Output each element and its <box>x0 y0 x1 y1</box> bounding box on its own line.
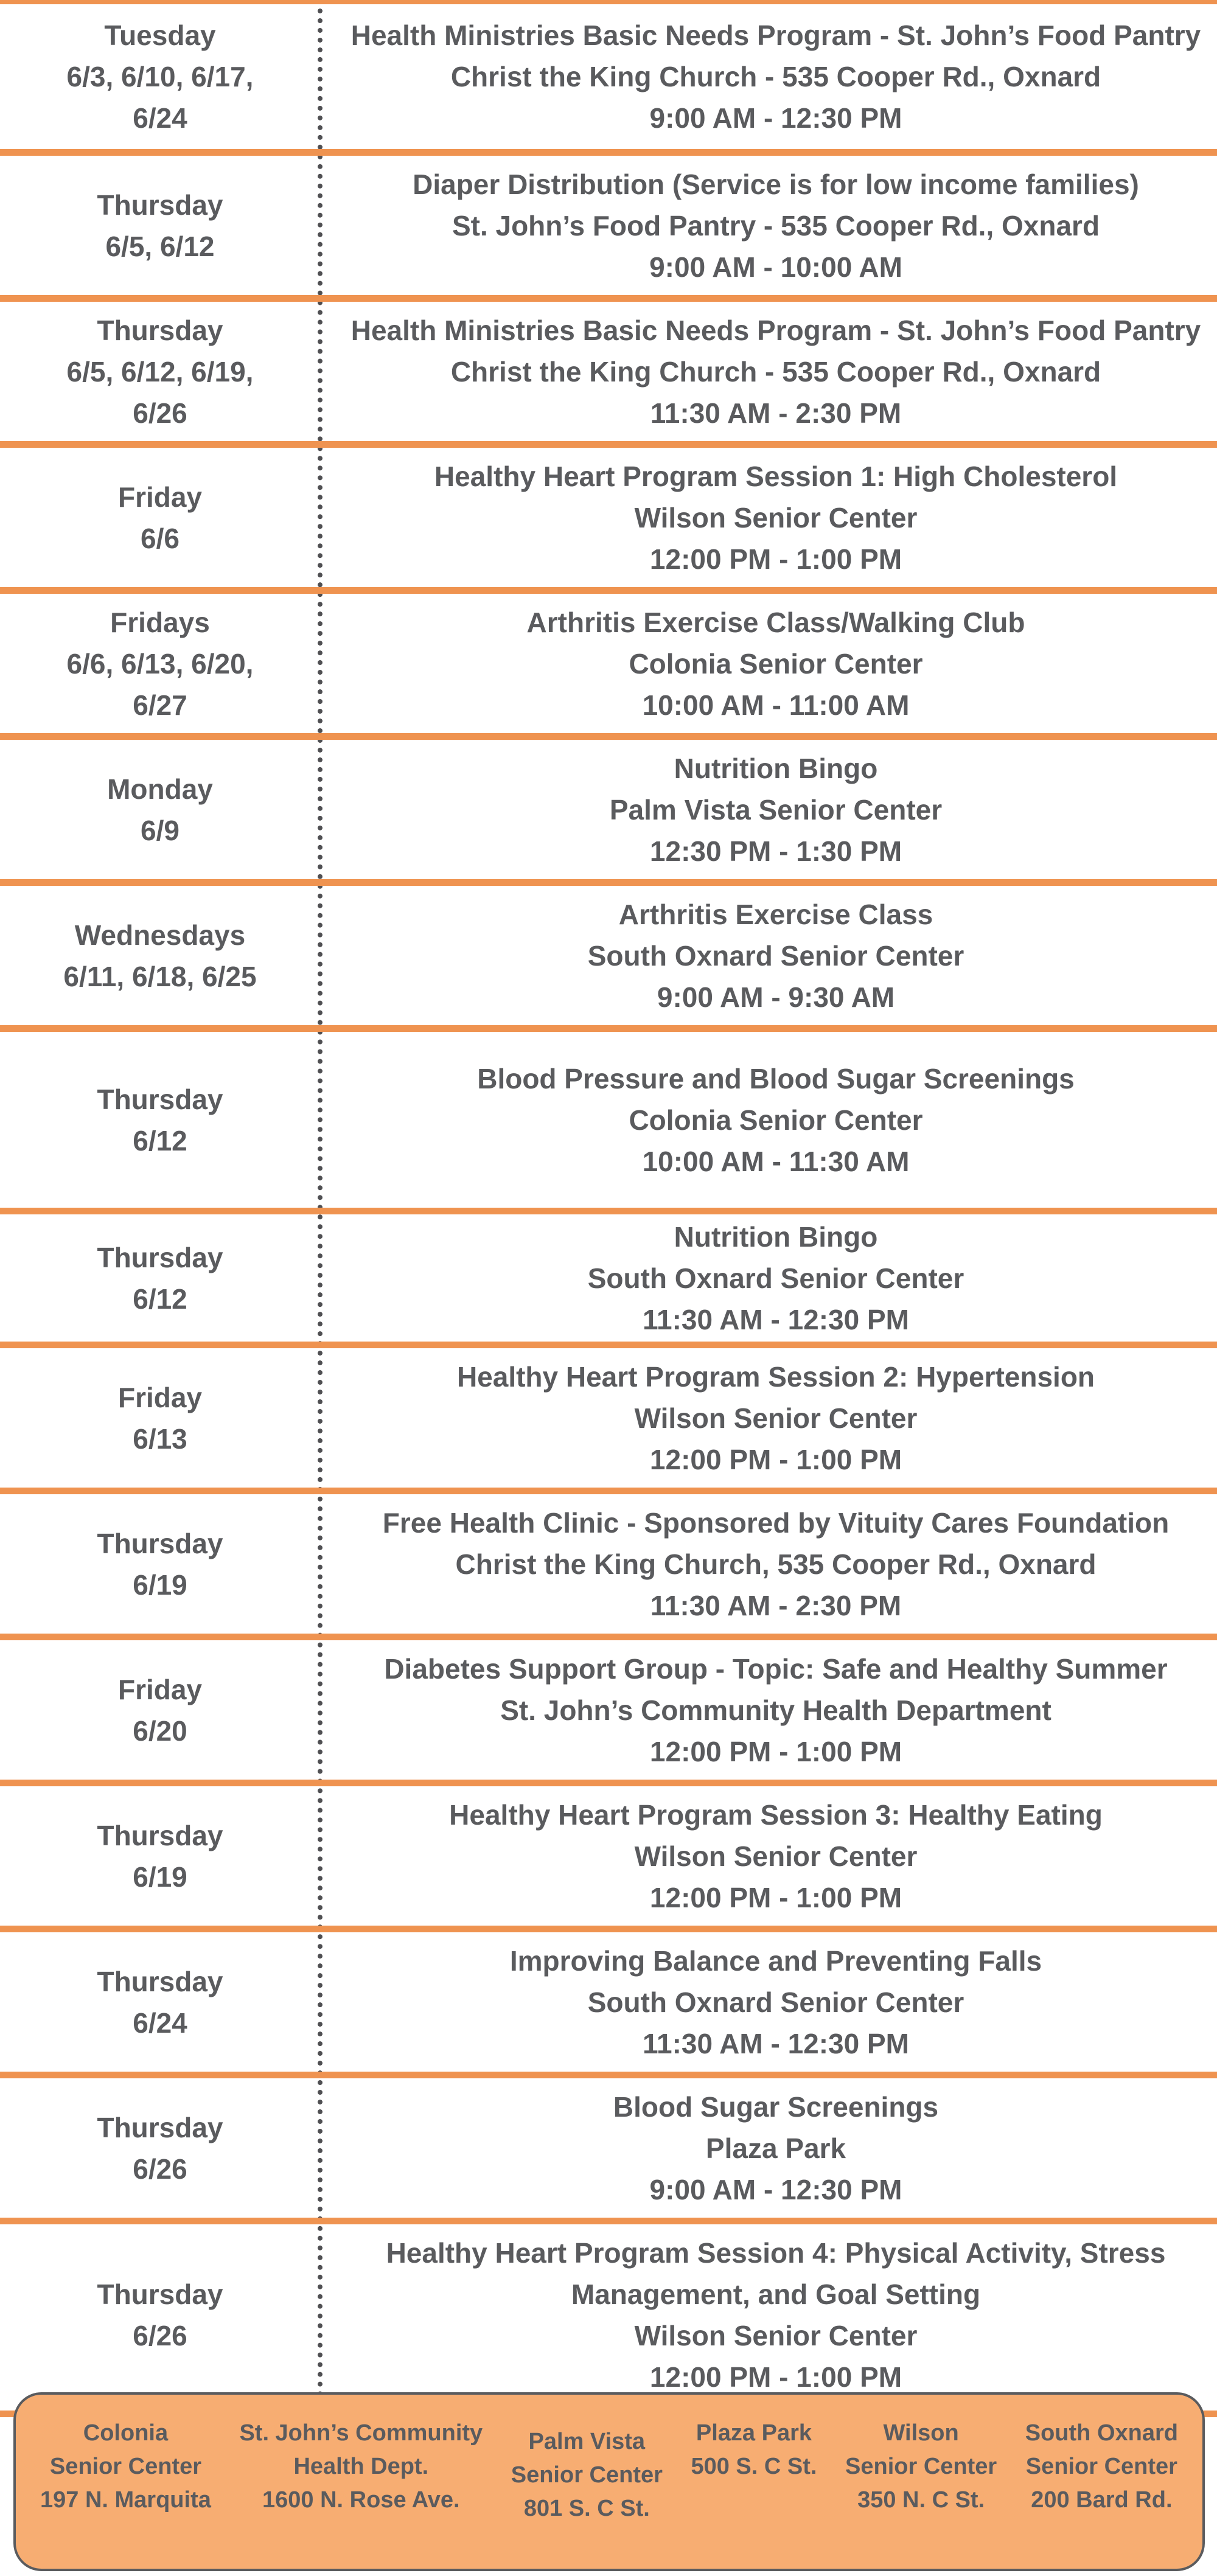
event-row <box>0 1488 1217 1634</box>
event-location: Christ the King Church - 535 Cooper Rd., Oxnard <box>450 61 1101 92</box>
event-time: 9:00 AM - 10:00 AM <box>649 251 902 283</box>
event-time: 11:30 AM - 2:30 PM <box>650 397 902 429</box>
event-location: St. John’s Food Pantry - 535 Cooper Rd., Oxnard <box>452 209 1100 242</box>
event-date: Tuesday 6/3, 6/10, 6/17, 6/24 <box>66 19 254 134</box>
event-details <box>320 310 1217 434</box>
event-details <box>320 1502 1217 1626</box>
event-details <box>320 1648 1217 1772</box>
event-details <box>320 2232 1217 2398</box>
event-title: Nutrition Bingo <box>674 1220 878 1253</box>
event-details <box>320 164 1217 288</box>
event-date: Thursday 6/26 <box>97 2278 223 2351</box>
event-location: Christ the King Church, 535 Cooper Rd., Oxnard <box>455 1548 1097 1580</box>
event-title: Arthritis Exercise Class/Walking Club <box>526 606 1025 638</box>
event-time: 12:00 PM - 1:00 PM <box>649 543 902 575</box>
event-title: Healthy Heart Program Session 1: High Cholesterol <box>434 460 1118 492</box>
event-location: Wilson Senior Center <box>634 501 918 534</box>
event-location: Palm Vista Senior Center <box>609 793 943 826</box>
event-date: Thursday 6/19 <box>97 1819 223 1893</box>
event-time: 12:00 PM - 1:00 PM <box>649 2361 902 2393</box>
location-colonia: Colonia Senior Center 197 N. Marquita <box>40 2420 211 2513</box>
event-location: Colonia Senior Center <box>629 1104 923 1136</box>
event-title: Improving Balance and Preventing Falls <box>509 1944 1042 1977</box>
event-date: Friday 6/20 <box>117 1673 203 1747</box>
event-row <box>0 1780 1217 1926</box>
event-details <box>320 1794 1217 1918</box>
event-date: Thursday 6/19 <box>97 1527 223 1601</box>
event-row <box>0 149 1217 295</box>
event-time: 12:00 PM - 1:00 PM <box>649 1881 902 1913</box>
event-location: Wilson Senior Center <box>634 1840 918 1872</box>
location-south-oxnard: South Oxnard Senior Center 200 Bard Rd. <box>1025 2420 1178 2513</box>
event-title: Free Health Clinic - Sponsored by Vituity Cares Foundation <box>382 1506 1170 1539</box>
event-location: South Oxnard Senior Center <box>587 1262 964 1294</box>
event-details <box>320 1356 1217 1480</box>
event-title: Healthy Heart Program Session 2: Hypertension <box>456 1360 1095 1393</box>
event-title: Diaper Distribution (Service is for low income families) <box>413 168 1139 200</box>
event-date: Thursday 6/24 <box>97 1965 223 2039</box>
event-location: Wilson Senior Center <box>634 2319 918 2351</box>
location-st-johns: St. John’s Community Health Dept. 1600 N. Rose Ave. <box>239 2420 483 2513</box>
event-location: Colonia Senior Center <box>629 647 923 680</box>
event-title: Arthritis Exercise Class <box>618 898 933 930</box>
event-row <box>0 1634 1217 1780</box>
event-details <box>320 602 1217 726</box>
event-details <box>320 1058 1217 1182</box>
event-details <box>320 894 1217 1018</box>
event-time: 12:00 PM - 1:00 PM <box>649 1735 902 1767</box>
event-details <box>320 15 1217 139</box>
event-title: Nutrition Bingo <box>674 752 878 784</box>
event-title: Diabetes Support Group - Topic: Safe and Healthy Summer <box>384 1652 1168 1685</box>
event-time: 9:00 AM - 12:30 PM <box>649 102 902 134</box>
event-location: Wilson Senior Center <box>634 1402 918 1434</box>
event-date: Friday 6/13 <box>117 1381 203 1455</box>
event-date: Wednesdays 6/11, 6/18, 6/25 <box>63 919 257 992</box>
event-details <box>320 748 1217 872</box>
event-title: Health Ministries Basic Needs Program - St. John’s Food Pantry <box>350 314 1201 346</box>
event-row <box>0 2072 1217 2218</box>
event-details <box>320 1940 1217 2064</box>
event-title: Health Ministries Basic Needs Program - St. John’s Food Pantry <box>350 19 1201 51</box>
event-location: Christ the King Church - 535 Cooper Rd., Oxnard <box>450 355 1101 388</box>
event-time: 10:00 AM - 11:00 AM <box>642 689 910 721</box>
event-details <box>320 1216 1217 1340</box>
event-row <box>0 295 1217 441</box>
event-location: St. John’s Community Health Department <box>500 1694 1051 1726</box>
event-time: 10:00 AM - 11:30 AM <box>642 1145 910 1177</box>
event-row <box>0 1926 1217 2072</box>
event-location: Plaza Park <box>705 2132 846 2164</box>
event-location: South Oxnard Senior Center <box>587 939 964 972</box>
event-time: 11:30 AM - 12:30 PM <box>642 1303 910 1335</box>
event-title: Blood Pressure and Blood Sugar Screenings <box>477 1062 1075 1095</box>
event-title: Healthy Heart Program Session 3: Healthy Eating <box>449 1798 1103 1831</box>
event-time: 9:00 AM - 12:30 PM <box>649 2173 902 2205</box>
event-date: Thursday 6/12 <box>97 1083 223 1157</box>
event-location: South Oxnard Senior Center <box>587 1986 964 2018</box>
event-details <box>320 2086 1217 2210</box>
event-row <box>0 0 1217 149</box>
location-palm-vista: Palm Vista Senior Center 801 S. C St. <box>511 2429 663 2521</box>
event-row <box>0 441 1217 587</box>
event-time: 11:30 AM - 12:30 PM <box>642 2027 910 2059</box>
event-time: 12:00 PM - 1:00 PM <box>649 1443 902 1475</box>
event-time: 11:30 AM - 2:30 PM <box>650 1589 902 1621</box>
location-plaza-park: Plaza Park 500 S. C St. <box>691 2420 817 2479</box>
event-date: Thursday 6/5, 6/12 <box>97 189 223 262</box>
event-time: 9:00 AM - 9:30 AM <box>657 981 895 1013</box>
event-title: Healthy Heart Program Session 4: Physical Activity, Stress Management, and Goal Setting <box>386 2237 1166 2310</box>
event-title: Blood Sugar Screenings <box>613 2090 939 2123</box>
event-row <box>0 1025 1217 1208</box>
event-row <box>0 1342 1217 1488</box>
location-wilson: Wilson Senior Center 350 N. C St. <box>845 2420 997 2513</box>
event-row <box>0 733 1217 879</box>
event-row <box>0 2218 1217 2405</box>
event-time: 12:30 PM - 1:30 PM <box>649 835 902 867</box>
event-date: Friday 6/6 <box>117 481 203 554</box>
event-row <box>0 587 1217 733</box>
event-date: Thursday 6/26 <box>97 2111 223 2185</box>
event-row <box>0 879 1217 1025</box>
locations-panel <box>13 2392 1205 2571</box>
event-row <box>0 1208 1217 1342</box>
event-date: Thursday 6/12 <box>97 1241 223 1315</box>
event-date: Monday 6/9 <box>107 773 213 846</box>
event-details <box>320 456 1217 580</box>
event-date: Fridays 6/6, 6/13, 6/20, 6/27 <box>66 606 254 721</box>
event-date: Thursday 6/5, 6/12, 6/19, 6/26 <box>66 314 254 429</box>
